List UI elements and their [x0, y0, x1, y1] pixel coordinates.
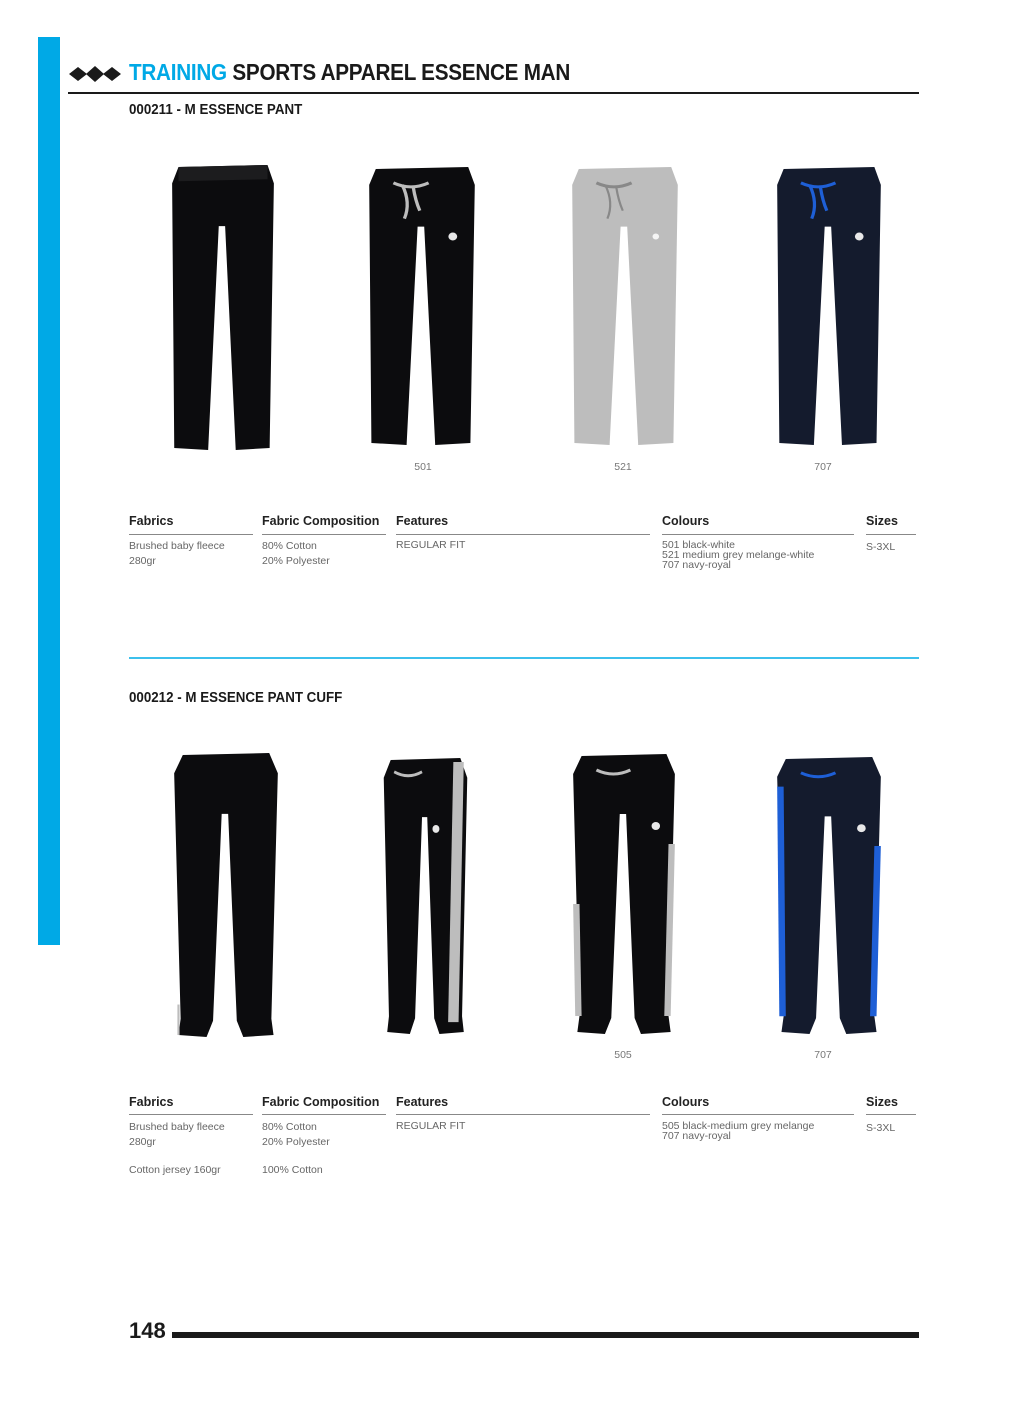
colour-code-label: 707 — [814, 1049, 832, 1061]
sizes-value: S-3XL — [866, 1122, 896, 1134]
composition-line: 80% Cotton — [262, 1121, 317, 1133]
col-header-fabrics: Fabrics — [129, 1095, 174, 1109]
colour-line: 521 medium grey melange-white — [662, 549, 815, 561]
col-header-features: Features — [396, 1095, 449, 1109]
colour-code-label: 707 — [814, 461, 832, 473]
pants-icon — [571, 754, 677, 1034]
features-value: REGULAR FIT — [396, 539, 466, 551]
section-divider — [129, 657, 919, 659]
arena-diamond-logo-icon — [68, 64, 122, 84]
composition-line: 20% Polyester — [262, 1136, 330, 1148]
pants-icon — [172, 753, 280, 1037]
side-accent-bar — [38, 37, 60, 945]
col-header-sizes: Sizes — [866, 1095, 898, 1109]
colour-code-label: 521 — [614, 461, 632, 473]
col-header-sizes: Sizes — [866, 514, 898, 528]
pants-icon — [382, 758, 469, 1034]
features-value: REGULAR FIT — [396, 1120, 466, 1132]
col-rule — [396, 1114, 650, 1115]
col-header-fabrics: Fabrics — [129, 514, 174, 528]
product-title: 000211 - M ESSENCE PANT — [129, 102, 303, 118]
footer-rule — [172, 1332, 919, 1338]
colour-line: 505 black-medium grey melange — [662, 1120, 815, 1132]
col-header-composition: Fabric Composition — [262, 514, 380, 528]
sizes-value: S-3XL — [866, 541, 896, 553]
col-rule — [262, 1114, 386, 1115]
col-rule — [662, 1114, 854, 1115]
composition-line: 20% Polyester — [262, 555, 330, 567]
title-underline — [68, 92, 919, 94]
fabric-line: 280gr — [129, 1136, 156, 1148]
pants-icon — [775, 757, 883, 1034]
col-rule — [129, 534, 253, 535]
colour-code-label: 501 — [414, 461, 432, 473]
fabric-line: Cotton jersey 160gr — [129, 1164, 221, 1176]
title-rest: SPORTS APPAREL ESSENCE MAN — [232, 59, 571, 85]
col-header-colours: Colours — [662, 514, 710, 528]
col-rule — [262, 534, 386, 535]
col-header-features: Features — [396, 514, 449, 528]
fabric-line: Brushed baby fleece — [129, 1121, 225, 1133]
colour-code-label: 505 — [614, 1049, 632, 1061]
fabric-line: Brushed baby fleece — [129, 540, 225, 552]
title-accent: TRAINING — [129, 59, 227, 85]
page-title — [129, 59, 570, 86]
fabric-line: 280gr — [129, 555, 156, 567]
col-header-colours: Colours — [662, 1095, 710, 1109]
product-title: 000212 - M ESSENCE PANT CUFF — [129, 690, 343, 706]
pants-icon — [775, 167, 883, 445]
composition-line: 100% Cotton — [262, 1164, 323, 1176]
colour-line: 501 black-white — [662, 539, 735, 551]
col-rule — [396, 534, 650, 535]
col-header-composition: Fabric Composition — [262, 1095, 380, 1109]
col-rule — [129, 1114, 253, 1115]
page-number: 148 — [129, 1318, 166, 1343]
pants-icon — [170, 165, 276, 450]
composition-line: 80% Cotton — [262, 540, 317, 552]
colour-line: 707 navy-royal — [662, 559, 731, 571]
pants-icon — [367, 167, 477, 445]
pants-icon — [570, 167, 680, 445]
col-rule — [662, 534, 854, 535]
colour-line: 707 navy-royal — [662, 1130, 731, 1142]
col-rule — [866, 534, 916, 535]
col-rule — [866, 1114, 916, 1115]
